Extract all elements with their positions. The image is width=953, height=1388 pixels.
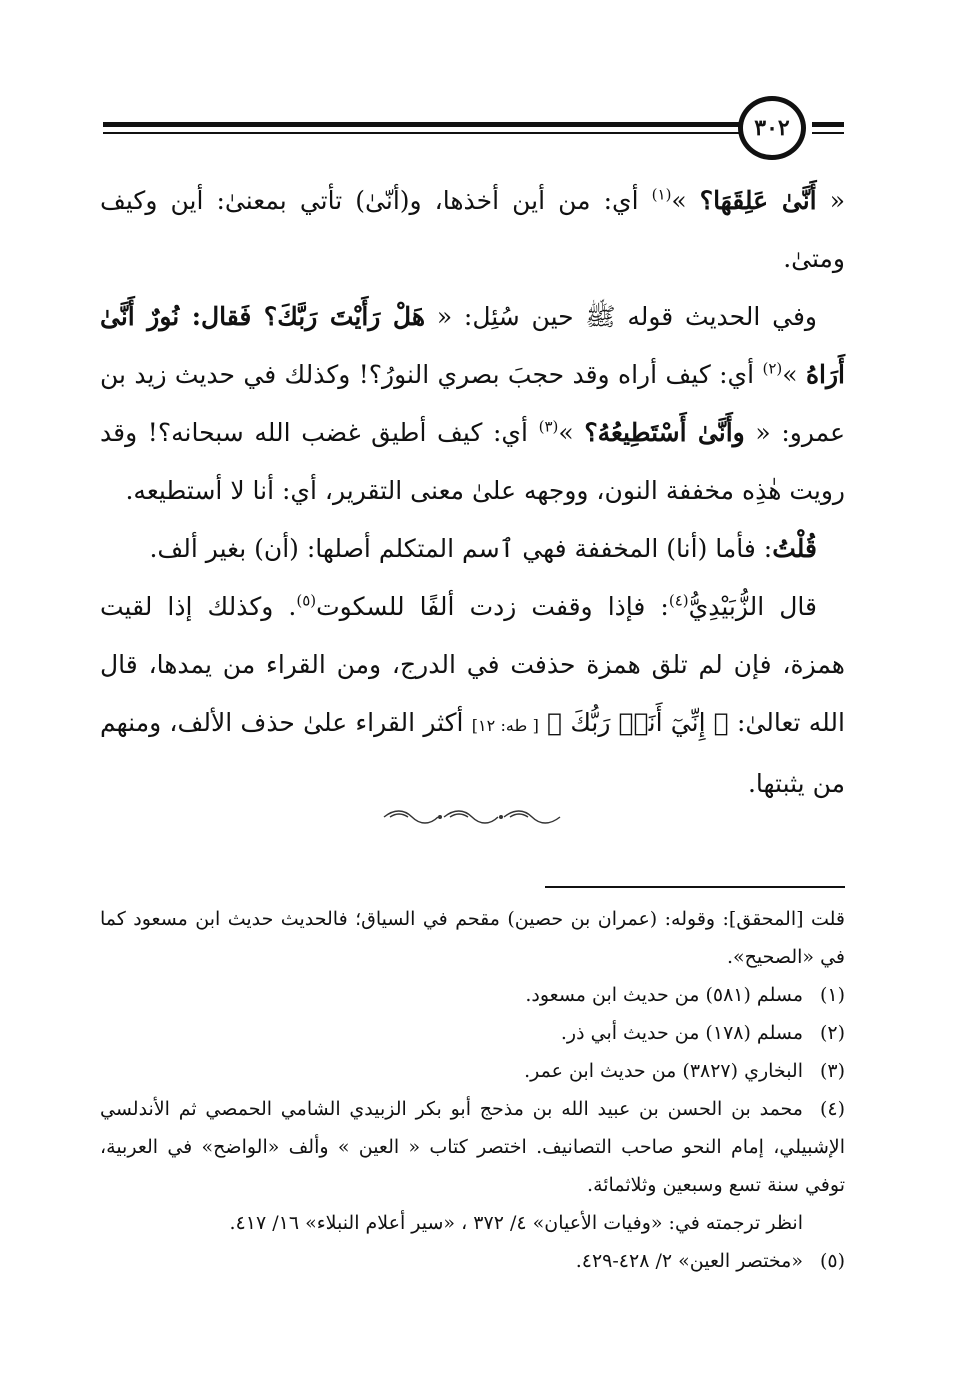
- footnote-intro: قلت [المحقق]: وقوله: (عمران بن حصين) مقحم في السياق؛ فالحديث حديث ابن مسعود كما في «الصحيح».: [100, 908, 845, 968]
- paragraph-1: [100, 172, 845, 288]
- footnote-text: محمد بن الحسن بن عبيد الله بن مذحج أبو بكر الزبيدي الشامي الحمصي ثم الأندلسي الإشبيلي، إمام النحو صاحب التصانيف. اختصر كتاب « العين » وألف «الواضح» في العربية، توفي سنة تسع وسبعين وثلاثمائة.: [100, 1098, 845, 1196]
- paragraph-4-text-a: قال الزُّبَيْدِيُّ: [688, 592, 818, 621]
- footnote-1: [100, 976, 845, 1014]
- footnote-4: [100, 1090, 845, 1204]
- footnote-ref-3[interactable]: (٣): [538, 417, 559, 436]
- paragraph-4-text-d: أكثر القراء علىٰ حذف الألف، ومنهم من يثبتها.: [100, 708, 845, 798]
- paragraph-2: [100, 288, 845, 520]
- footnote-ref-5[interactable]: (٥): [296, 591, 317, 610]
- paragraph-4: [100, 578, 845, 813]
- footnote-number: (٥): [819, 1250, 845, 1272]
- qultu-lead: قُلْتُ: [772, 534, 817, 563]
- header-rule-right-thick: [812, 122, 844, 127]
- footnote-ref-1[interactable]: (١): [651, 185, 672, 204]
- footnotes: [100, 900, 845, 1280]
- verse-reference: [ طه: ١٢]: [471, 716, 539, 735]
- page-number-badge: [738, 96, 806, 160]
- footnote-number: (٢): [819, 1022, 845, 1044]
- quote-mark-close: »: [558, 418, 585, 447]
- paragraph-3: [100, 520, 845, 578]
- footnote-4-continuation: [100, 1204, 845, 1242]
- footnote-text: مسلم (٥٨١) من حديث ابن مسعود.: [525, 984, 803, 1006]
- hadith-quote-1: هَلْ رَأَيْتَ رَبَّكَ؟ فَقال: نُورٌ أَنَّىٰ أَرَاهُ: [100, 302, 845, 389]
- header-rule-thin: [103, 132, 743, 134]
- footnote-number: (٤): [819, 1098, 845, 1120]
- footnote-5: [100, 1242, 845, 1280]
- footnote-text: انظر ترجمته في: «وفيات الأعيان» ٤/ ٣٧٢ ، «سير أعلام النبلاء» ١٦/ ٤١٧.: [229, 1212, 803, 1234]
- paragraph-4-text-c: . وكذلك إذا لقيت همزة، فإن لم تلق همزة حذفت في الدرج، ومن القراء من يمدها، قال الله تعالىٰ: ﴿ إِنِّيٓ أَنَا۠ رَبُّكَ ﴾: [100, 592, 845, 737]
- footnote-number: (١): [819, 984, 845, 1006]
- section-divider-ornament: [380, 806, 564, 828]
- footnote-number: (٣): [819, 1060, 845, 1082]
- hadith-quote-2: وأَنَّىٰ أَسْتَطِيعُهُ؟: [584, 418, 745, 447]
- header-rule-right-thin: [812, 132, 844, 134]
- header-rule-thick: [103, 122, 743, 127]
- paragraph-2-text-a: وفي الحديث قوله ﷺ حين سُئِل: «: [425, 302, 817, 331]
- quote-mark-close: »: [782, 360, 806, 389]
- footnote-text: «مختصر العين» ٢/ ٤٢٨-٤٢٩.: [575, 1250, 803, 1272]
- paragraph-4-text-b: : فإذا وقفت زدت ألفًا للسكوت: [316, 592, 669, 621]
- quote-mark-open: «: [816, 186, 845, 215]
- main-text: [100, 172, 845, 813]
- page-number: ٣٠٢: [754, 115, 790, 141]
- footnote-text: مسلم (١٧٨) من حديث أبي ذر.: [560, 1022, 803, 1044]
- footnote-text: البخاري (٣٨٢٧) من حديث ابن عمر.: [524, 1060, 803, 1082]
- quoted-phrase: أَنَّىٰ عَلِقَهَا؟: [699, 186, 817, 215]
- footnote-3: [100, 1052, 845, 1090]
- footnote-2: [100, 1014, 845, 1052]
- footnote-ref-4[interactable]: (٤): [668, 591, 689, 610]
- paragraph-2-text-c: أي: كيف أطيق غضب الله سبحانه؟! وقد رويت هٰذِه مخففة النون، ووجهه علىٰ معنى التقرير، أي: أنا لا أستطيعه.: [100, 418, 845, 505]
- footnote-separator: [545, 886, 845, 888]
- paragraph-2-text-b: أي: كيف أراه وقد حجبَ بصري النورُ؟! وكذلك في حديث زيد بن عمرو: «: [100, 360, 845, 447]
- quote-mark-close: »: [671, 186, 700, 215]
- footnote-ref-2[interactable]: (٢): [762, 359, 783, 378]
- paragraph-3-text: : فأما (أنا) المخففة فهي ٱسم المتكلم أصلها: (أن) بغير ألف.: [149, 534, 773, 563]
- paragraph-1-text: أي: من أين أخذها، و(أنّىٰ) تأتي بمعنىٰ: أين وكيف ومتىٰ.: [100, 186, 845, 273]
